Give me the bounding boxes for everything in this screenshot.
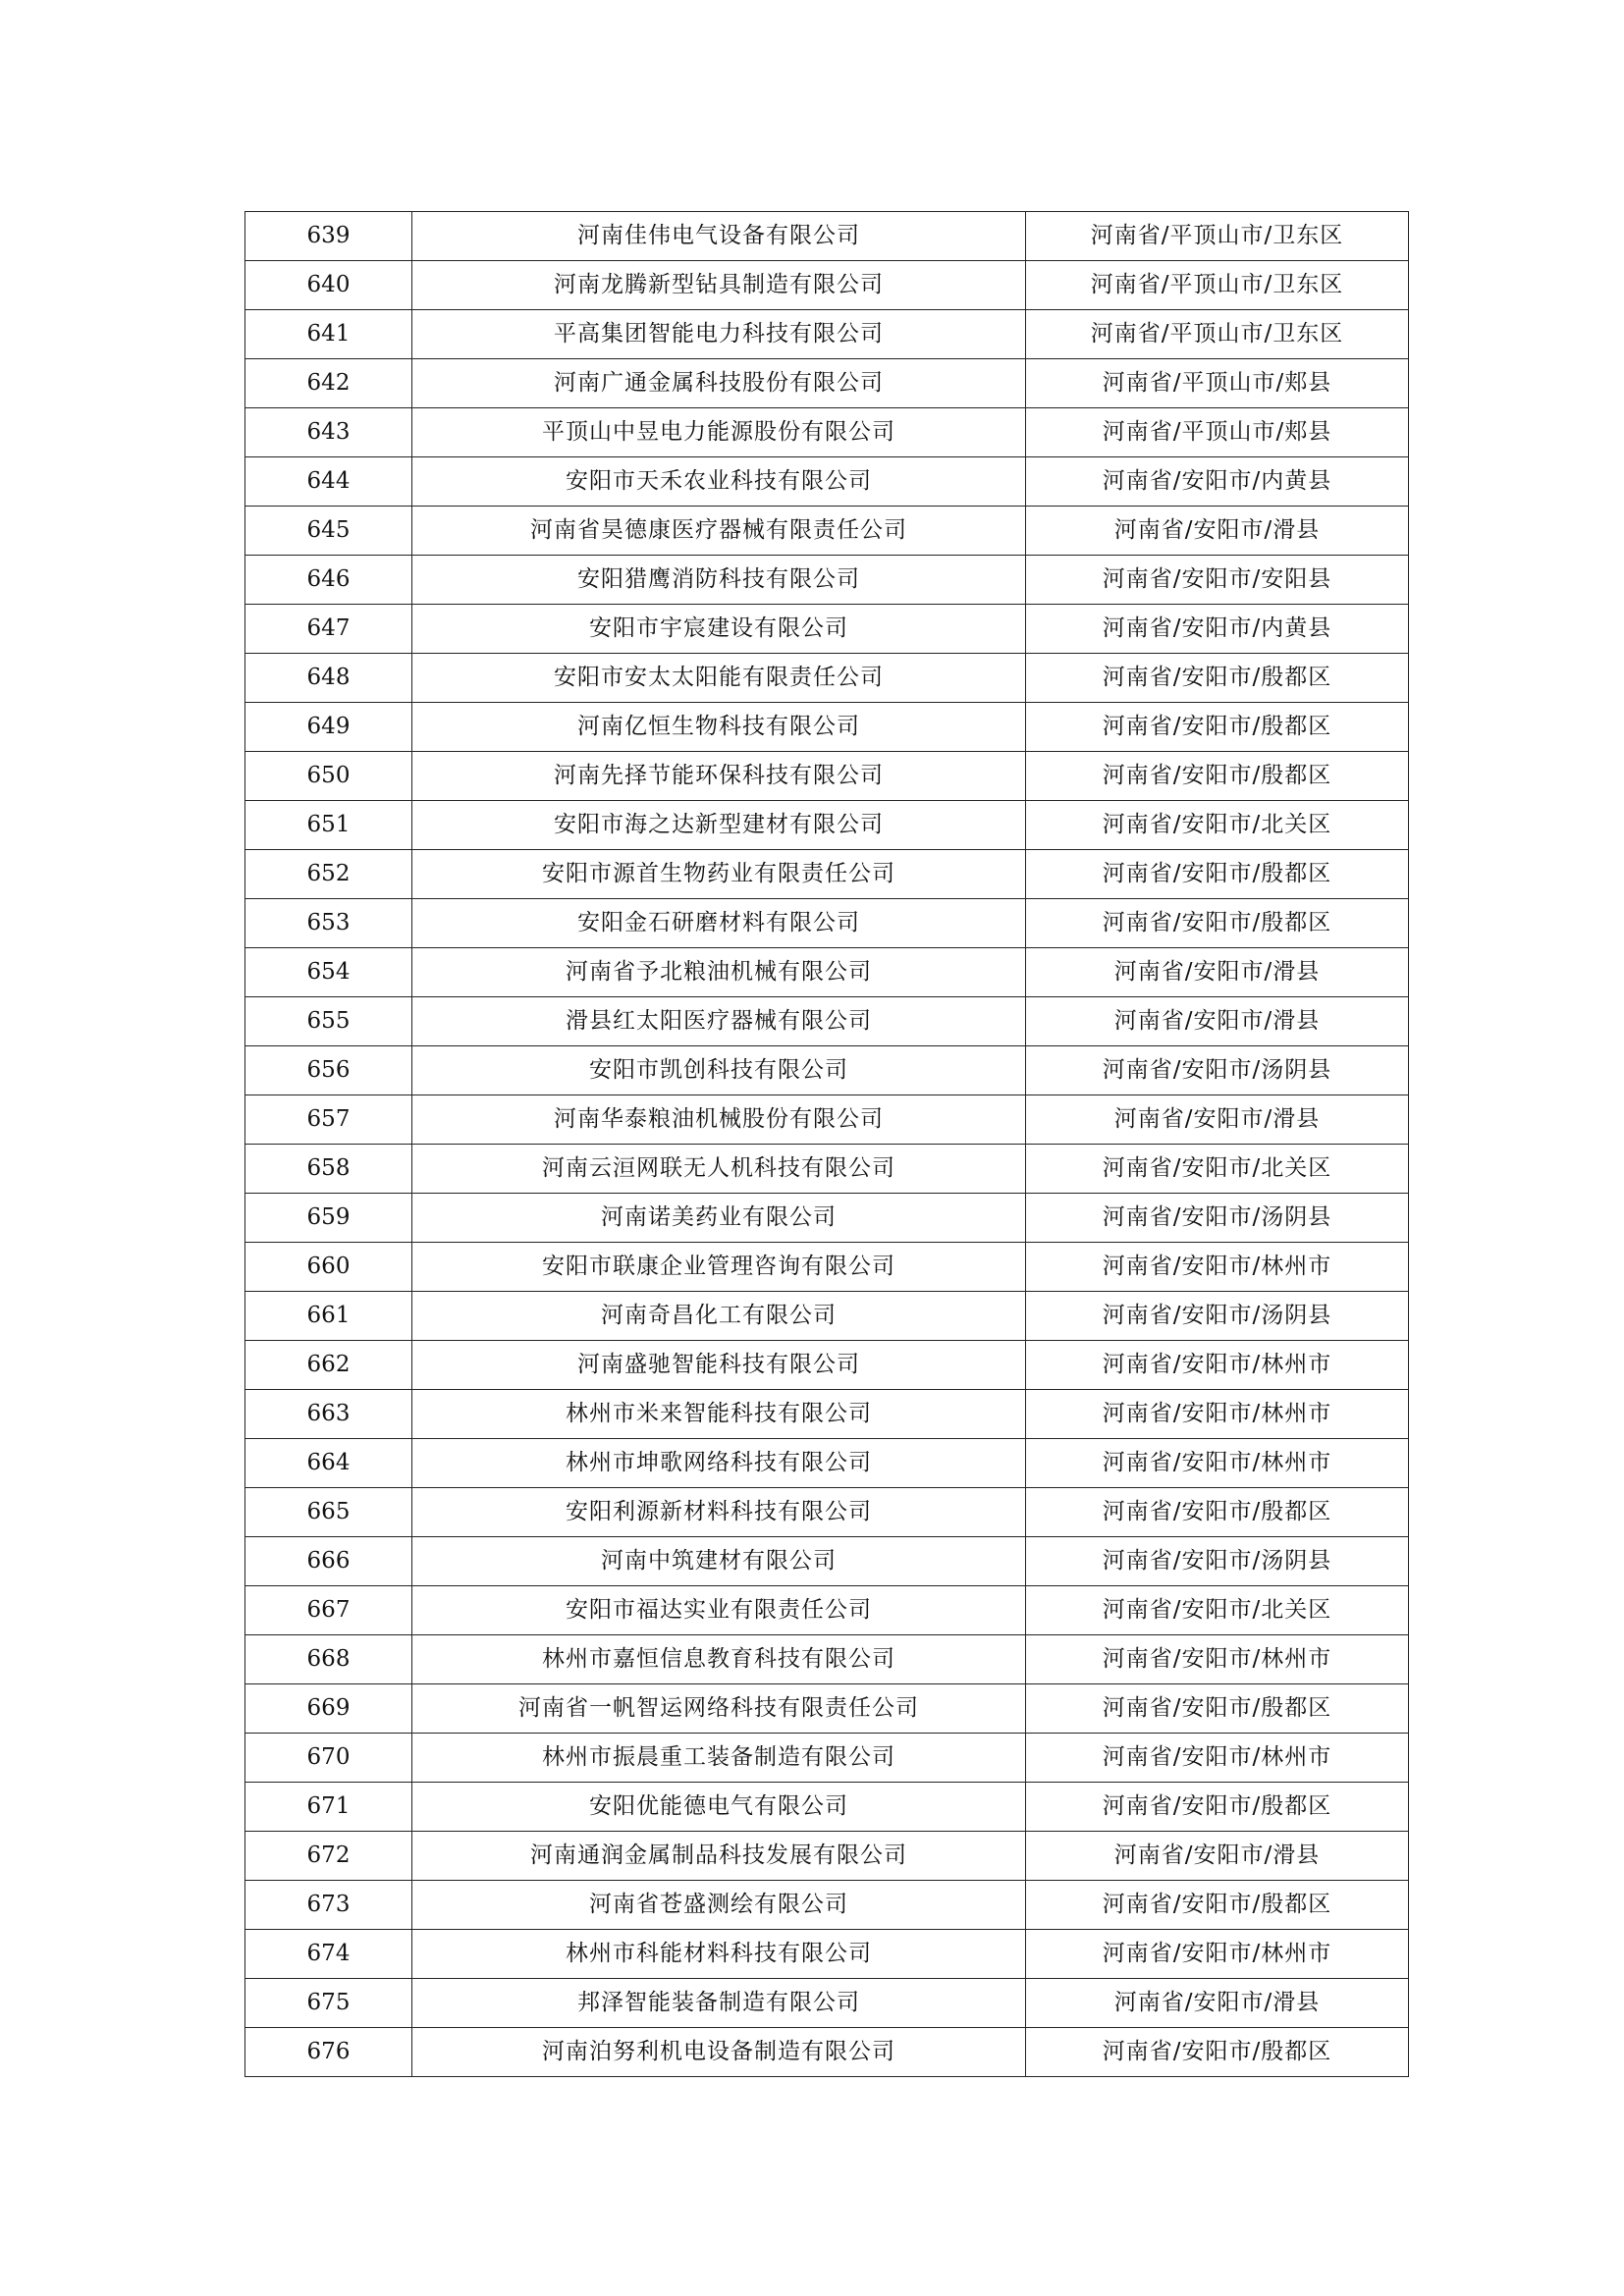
table-row	[245, 359, 1409, 408]
region-cell: 河南省/安阳市/殷都区	[1026, 752, 1409, 801]
region-cell: 河南省/安阳市/殷都区	[1026, 850, 1409, 899]
region-cell: 河南省/安阳市/殷都区	[1026, 654, 1409, 703]
company-name-cell: 安阳利源新材料科技有限公司	[412, 1488, 1026, 1537]
region-cell: 河南省/安阳市/殷都区	[1026, 1783, 1409, 1832]
row-number-cell: 675	[245, 1979, 412, 2028]
row-number-cell: 656	[245, 1046, 412, 1095]
row-number-cell: 673	[245, 1881, 412, 1930]
row-number-cell: 671	[245, 1783, 412, 1832]
table-row	[245, 1341, 1409, 1390]
table-row	[245, 654, 1409, 703]
company-name-cell: 安阳市福达实业有限责任公司	[412, 1586, 1026, 1635]
region-cell: 河南省/安阳市/殷都区	[1026, 1881, 1409, 1930]
region-cell: 河南省/安阳市/北关区	[1026, 1145, 1409, 1194]
row-number-cell: 644	[245, 457, 412, 507]
company-name-cell: 林州市坤歌网络科技有限公司	[412, 1439, 1026, 1488]
row-number-cell: 670	[245, 1734, 412, 1783]
table-row	[245, 997, 1409, 1046]
region-cell: 河南省/安阳市/滑县	[1026, 1832, 1409, 1881]
region-cell: 河南省/安阳市/滑县	[1026, 507, 1409, 556]
table-row	[245, 1194, 1409, 1243]
row-number-cell: 650	[245, 752, 412, 801]
company-table-body	[245, 212, 1409, 2077]
table-row	[245, 1979, 1409, 2028]
row-number-cell: 666	[245, 1537, 412, 1586]
table-row	[245, 507, 1409, 556]
table-row	[245, 1145, 1409, 1194]
region-cell: 河南省/安阳市/林州市	[1026, 1439, 1409, 1488]
row-number-cell: 659	[245, 1194, 412, 1243]
row-number-cell: 648	[245, 654, 412, 703]
region-cell: 河南省/安阳市/殷都区	[1026, 703, 1409, 752]
table-row	[245, 1586, 1409, 1635]
table-row	[245, 457, 1409, 507]
company-name-cell: 林州市科能材料科技有限公司	[412, 1930, 1026, 1979]
region-cell: 河南省/安阳市/殷都区	[1026, 899, 1409, 948]
region-cell: 河南省/安阳市/林州市	[1026, 1341, 1409, 1390]
company-name-cell: 安阳优能德电气有限公司	[412, 1783, 1026, 1832]
row-number-cell: 660	[245, 1243, 412, 1292]
company-name-cell: 河南奇昌化工有限公司	[412, 1292, 1026, 1341]
region-cell: 河南省/安阳市/林州市	[1026, 1930, 1409, 1979]
region-cell: 河南省/安阳市/滑县	[1026, 1979, 1409, 2028]
company-name-cell: 河南省昊德康医疗器械有限责任公司	[412, 507, 1026, 556]
table-row	[245, 1390, 1409, 1439]
row-number-cell: 649	[245, 703, 412, 752]
row-number-cell: 667	[245, 1586, 412, 1635]
row-number-cell: 668	[245, 1635, 412, 1684]
table-row	[245, 1881, 1409, 1930]
region-cell: 河南省/安阳市/滑县	[1026, 948, 1409, 997]
company-name-cell: 安阳市天禾农业科技有限公司	[412, 457, 1026, 507]
company-name-cell: 林州市米来智能科技有限公司	[412, 1390, 1026, 1439]
company-name-cell: 河南广通金属科技股份有限公司	[412, 359, 1026, 408]
company-name-cell: 河南通润金属制品科技发展有限公司	[412, 1832, 1026, 1881]
table-row	[245, 1537, 1409, 1586]
table-row	[245, 752, 1409, 801]
table-row	[245, 1292, 1409, 1341]
table-row	[245, 703, 1409, 752]
company-name-cell: 河南中筑建材有限公司	[412, 1537, 1026, 1586]
region-cell: 河南省/平顶山市/卫东区	[1026, 310, 1409, 359]
company-name-cell: 平顶山中昱电力能源股份有限公司	[412, 408, 1026, 457]
row-number-cell: 643	[245, 408, 412, 457]
company-name-cell: 平高集团智能电力科技有限公司	[412, 310, 1026, 359]
company-name-cell: 河南省一帆智运网络科技有限责任公司	[412, 1684, 1026, 1734]
region-cell: 河南省/平顶山市/郏县	[1026, 359, 1409, 408]
company-name-cell: 安阳金石研磨材料有限公司	[412, 899, 1026, 948]
row-number-cell: 665	[245, 1488, 412, 1537]
company-name-cell: 河南泊努利机电设备制造有限公司	[412, 2028, 1026, 2077]
region-cell: 河南省/安阳市/滑县	[1026, 1095, 1409, 1145]
table-row	[245, 408, 1409, 457]
region-cell: 河南省/安阳市/殷都区	[1026, 1684, 1409, 1734]
region-cell: 河南省/平顶山市/卫东区	[1026, 212, 1409, 261]
region-cell: 河南省/安阳市/滑县	[1026, 997, 1409, 1046]
table-row	[245, 1930, 1409, 1979]
row-number-cell: 641	[245, 310, 412, 359]
company-name-cell: 河南亿恒生物科技有限公司	[412, 703, 1026, 752]
company-name-cell: 安阳市海之达新型建材有限公司	[412, 801, 1026, 850]
table-row	[245, 850, 1409, 899]
row-number-cell: 669	[245, 1684, 412, 1734]
row-number-cell: 676	[245, 2028, 412, 2077]
region-cell: 河南省/安阳市/汤阴县	[1026, 1046, 1409, 1095]
table-row	[245, 1488, 1409, 1537]
row-number-cell: 662	[245, 1341, 412, 1390]
row-number-cell: 658	[245, 1145, 412, 1194]
table-row	[245, 605, 1409, 654]
company-name-cell: 河南佳伟电气设备有限公司	[412, 212, 1026, 261]
table-row	[245, 1046, 1409, 1095]
company-name-cell: 河南龙腾新型钻具制造有限公司	[412, 261, 1026, 310]
region-cell: 河南省/安阳市/殷都区	[1026, 1488, 1409, 1537]
company-name-cell: 河南省予北粮油机械有限公司	[412, 948, 1026, 997]
table-row	[245, 1684, 1409, 1734]
table-row	[245, 1243, 1409, 1292]
company-name-cell: 安阳市源首生物药业有限责任公司	[412, 850, 1026, 899]
table-row	[245, 801, 1409, 850]
row-number-cell: 642	[245, 359, 412, 408]
table-row	[245, 261, 1409, 310]
region-cell: 河南省/安阳市/北关区	[1026, 1586, 1409, 1635]
row-number-cell: 661	[245, 1292, 412, 1341]
row-number-cell: 653	[245, 899, 412, 948]
company-name-cell: 河南华泰粮油机械股份有限公司	[412, 1095, 1026, 1145]
company-name-cell: 河南盛驰智能科技有限公司	[412, 1341, 1026, 1390]
company-name-cell: 安阳市凯创科技有限公司	[412, 1046, 1026, 1095]
company-name-cell: 安阳市联康企业管理咨询有限公司	[412, 1243, 1026, 1292]
region-cell: 河南省/安阳市/殷都区	[1026, 2028, 1409, 2077]
region-cell: 河南省/安阳市/安阳县	[1026, 556, 1409, 605]
row-number-cell: 655	[245, 997, 412, 1046]
table-row	[245, 2028, 1409, 2077]
row-number-cell: 664	[245, 1439, 412, 1488]
company-name-cell: 滑县红太阳医疗器械有限公司	[412, 997, 1026, 1046]
table-row	[245, 948, 1409, 997]
table-row	[245, 556, 1409, 605]
region-cell: 河南省/安阳市/汤阴县	[1026, 1194, 1409, 1243]
row-number-cell: 639	[245, 212, 412, 261]
company-name-cell: 邦泽智能装备制造有限公司	[412, 1979, 1026, 2028]
region-cell: 河南省/安阳市/内黄县	[1026, 457, 1409, 507]
row-number-cell: 652	[245, 850, 412, 899]
company-name-cell: 安阳猎鹰消防科技有限公司	[412, 556, 1026, 605]
table-row	[245, 1635, 1409, 1684]
region-cell: 河南省/安阳市/林州市	[1026, 1390, 1409, 1439]
row-number-cell: 663	[245, 1390, 412, 1439]
region-cell: 河南省/安阳市/内黄县	[1026, 605, 1409, 654]
table-row	[245, 1783, 1409, 1832]
company-name-cell: 河南诺美药业有限公司	[412, 1194, 1026, 1243]
table-row	[245, 310, 1409, 359]
region-cell: 河南省/安阳市/林州市	[1026, 1635, 1409, 1684]
region-cell: 河南省/安阳市/北关区	[1026, 801, 1409, 850]
company-name-cell: 林州市振晨重工装备制造有限公司	[412, 1734, 1026, 1783]
row-number-cell: 654	[245, 948, 412, 997]
table-row	[245, 1095, 1409, 1145]
company-name-cell: 安阳市安太太阳能有限责任公司	[412, 654, 1026, 703]
row-number-cell: 646	[245, 556, 412, 605]
region-cell: 河南省/安阳市/林州市	[1026, 1734, 1409, 1783]
row-number-cell: 645	[245, 507, 412, 556]
table-row	[245, 1439, 1409, 1488]
row-number-cell: 672	[245, 1832, 412, 1881]
row-number-cell: 657	[245, 1095, 412, 1145]
table-row	[245, 899, 1409, 948]
table-row	[245, 1734, 1409, 1783]
company-name-cell: 河南云洹网联无人机科技有限公司	[412, 1145, 1026, 1194]
region-cell: 河南省/平顶山市/卫东区	[1026, 261, 1409, 310]
row-number-cell: 647	[245, 605, 412, 654]
row-number-cell: 640	[245, 261, 412, 310]
region-cell: 河南省/平顶山市/郏县	[1026, 408, 1409, 457]
company-name-cell: 安阳市宇宸建设有限公司	[412, 605, 1026, 654]
region-cell: 河南省/安阳市/汤阴县	[1026, 1292, 1409, 1341]
table-row	[245, 1832, 1409, 1881]
company-name-cell: 河南省苍盛测绘有限公司	[412, 1881, 1026, 1930]
row-number-cell: 651	[245, 801, 412, 850]
company-name-cell: 林州市嘉恒信息教育科技有限公司	[412, 1635, 1026, 1684]
region-cell: 河南省/安阳市/汤阴县	[1026, 1537, 1409, 1586]
region-cell: 河南省/安阳市/林州市	[1026, 1243, 1409, 1292]
company-name-cell: 河南先择节能环保科技有限公司	[412, 752, 1026, 801]
table-row	[245, 212, 1409, 261]
row-number-cell: 674	[245, 1930, 412, 1979]
company-table	[244, 211, 1409, 2077]
